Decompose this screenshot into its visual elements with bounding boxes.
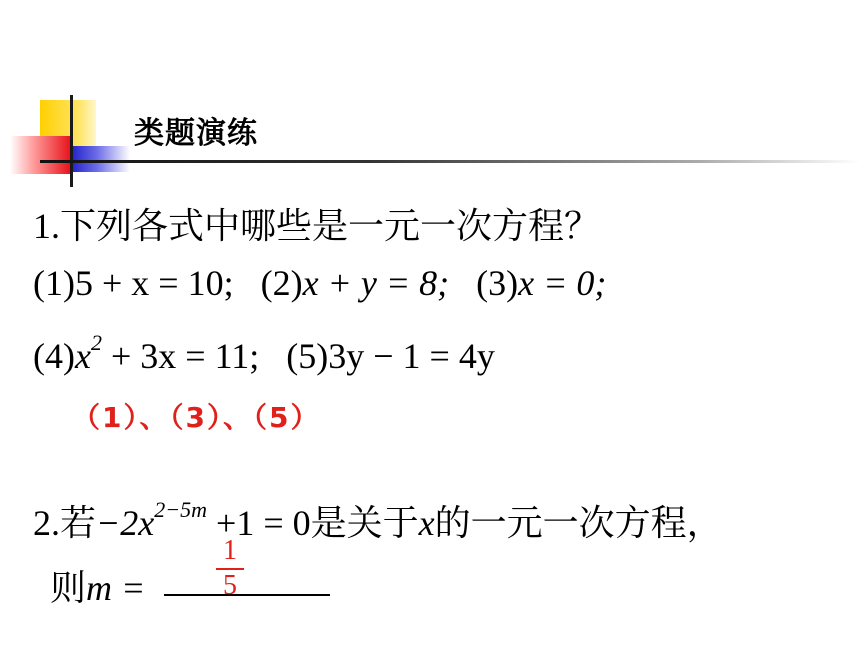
eq5: 3y − 1 = 4y	[328, 336, 495, 376]
q2-middle: 是关于	[310, 503, 419, 543]
eq4-rest: + 3x = 11;	[101, 336, 260, 376]
eq2: x + y = 8;	[302, 263, 450, 303]
question-2-line-2	[50, 560, 145, 611]
eq3: x = 0;	[518, 263, 607, 303]
q2-var: x	[418, 503, 435, 543]
eq4-label: (4)	[33, 336, 75, 376]
q2-line2-var: m =	[86, 568, 146, 608]
q2-suffix: 的一元一次方程，	[434, 503, 723, 543]
q2-expr-exponent: 2−5m	[154, 497, 208, 522]
question-1-prompt: 1.下列各式中哪些是一元一次方程？	[33, 206, 601, 246]
eq5-label: (5)	[286, 336, 329, 376]
eq1-label: (1)	[33, 263, 75, 303]
decor-blue-bar	[70, 146, 130, 172]
q2-expr-rest: +1 = 0	[207, 503, 311, 543]
question-2-prompt	[33, 495, 723, 546]
eq2-label: (2)	[260, 263, 303, 303]
section-title: 类题演练	[134, 116, 258, 151]
fraction-numerator: 1	[223, 535, 237, 566]
eq4-exponent: 2	[90, 330, 102, 355]
answer-blank	[164, 594, 330, 596]
eq3-label: (3)	[476, 263, 519, 303]
decor-horizontal-rule	[40, 160, 860, 163]
equations-row-2	[33, 330, 495, 377]
decor-red-bar	[10, 136, 70, 174]
fraction-denominator: 5	[223, 570, 237, 601]
question-1-answer: （1）、（3）、（5）	[72, 401, 321, 434]
equations-row-1	[33, 262, 606, 304]
decor-vertical-line	[70, 95, 73, 187]
q2-line2-prefix: 则	[50, 568, 87, 608]
header-decoration	[0, 0, 860, 200]
q2-prefix: 2.若	[33, 503, 97, 543]
q2-expr-base: −2x	[96, 503, 155, 543]
question-2-answer-fraction	[216, 537, 244, 600]
eq4-base: x	[74, 336, 91, 376]
eq1: 5 + x = 10;	[74, 263, 234, 303]
